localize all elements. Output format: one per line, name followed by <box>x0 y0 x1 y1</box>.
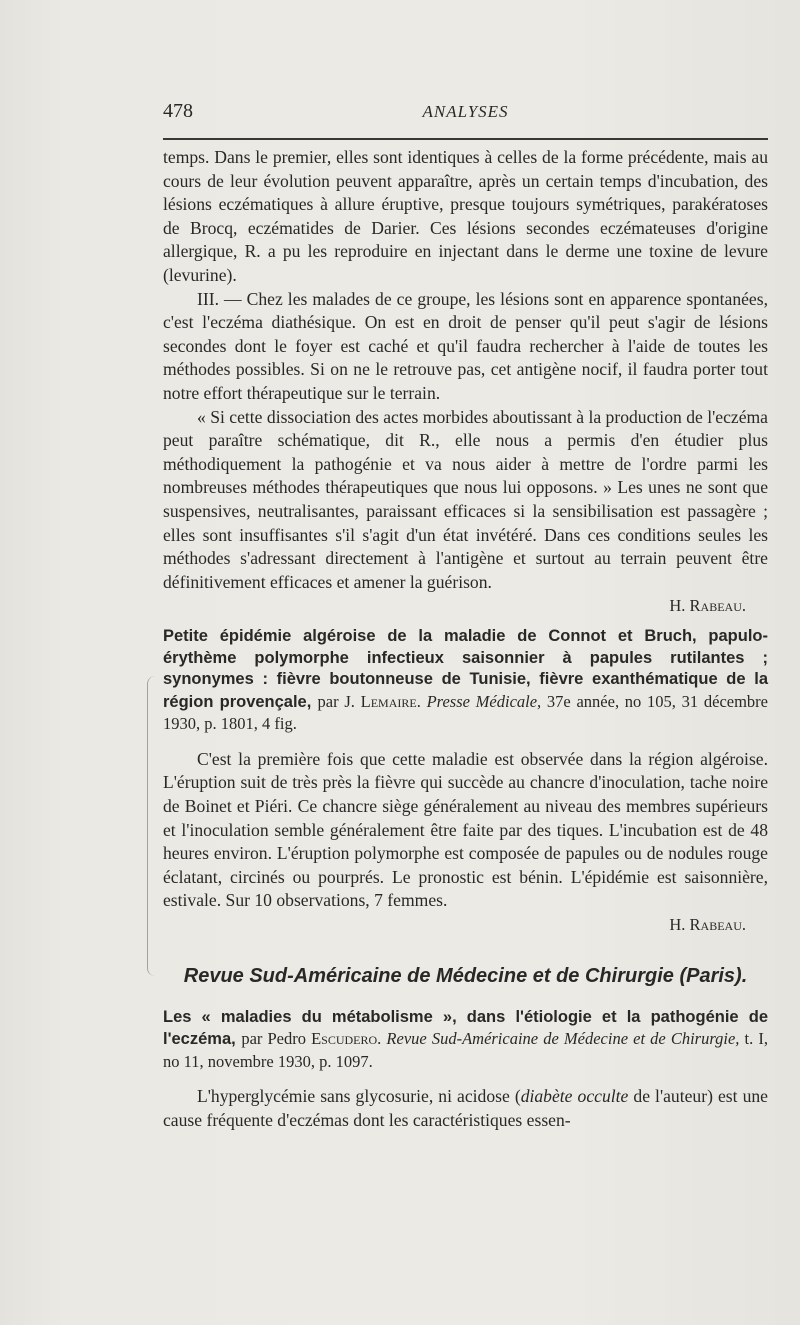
section-heading: Revue Sud-Américaine de Médecine et de Chirurgie (Paris). <box>183 964 748 987</box>
header-rule <box>163 138 768 140</box>
continuation-paragraph: III. — Chez les malades de ce groupe, les lésions sont en apparence spontanées, c'est l'eczéma diathésique. On est en droit de penser qu'il peut s'agir de lésions secondes dont le foyer est caché et qu'il faudra rechercher à l'aide de toutes les méthodes possibles. Si on ne le retrouve pas, cet antigène nocif, il faudra porter tout notre effort thérapeutique sur le terrain. <box>163 288 768 403</box>
page-body <box>163 146 768 1132</box>
margin-bracket-mark <box>147 676 156 976</box>
article-author: Lemaire. <box>360 691 421 711</box>
article-body: L'hyperglycémie sans glycosurie, ni acidose (diabète occulte de l'auteur) est une cause fréquente d'eczémas dont les caractéristiques essen- <box>163 1086 768 1130</box>
article-body: C'est la première fois que cette maladie est observée dans la région algéroise. L'éruption suit de très près la fièvre qui succède au chancre d'inoculation, tache noire de Boinet et Piéri. Ce chancre siège généralement au niveau des membres supérieurs et l'inoculation semble généralement être faite par des tiques. L'incubation est de 48 heures environ. L'éruption polymorphe est composée de papules ou de nodules rouge éclatant, circinés ou pourprés. Le pronostic est bénin. L'épidémie est saisonnière, estivale. Sur 10 observations, 7 femmes. <box>163 748 768 911</box>
article-author: Escudero. <box>311 1029 382 1049</box>
article-journal: Presse Médicale, <box>426 691 542 711</box>
signature: H. Rabeau. <box>669 914 746 934</box>
page-header <box>163 100 768 130</box>
signature: H. Rabeau. <box>669 596 746 616</box>
continuation-paragraph: temps. Dans le premier, elles sont identiques à celles de la forme précédente, mais au cours de leur évolution peuvent apparaître, après un certain temps d'incubation, des lésions eczématiques à allure éruptive, presque toujours symétriques, parakératoses de Brocq, eczématides de Darier. Ces lésions secondes eczémateuses d'origine allergique, R. a pu les reproduire en injectant dans le derme une toxine de levure (levurine). <box>163 147 768 285</box>
article-byline: par J. Lemaire. Presse Médicale, 37e année, no 105, 31 décembre 1930, p. 1801, 4 fig. <box>163 691 769 734</box>
article-journal: Revue Sud-Américaine de Médecine et de Chirurgie, <box>386 1029 740 1049</box>
article-citation: 37e année, no 105, 31 décembre 1930, p. 1801, 4 fig. <box>163 691 769 734</box>
page-number: 478 <box>163 100 193 122</box>
article-byline: par Pedro Escudero. Revue Sud-Américaine de Médecine et de Chirurgie, t. I, no 11, novembre 1930, p. 1097. <box>163 1029 768 1071</box>
running-title: ANALYSES <box>422 102 509 121</box>
article-title-text: Les « maladies du métabolisme », dans l'étiologie et la pathogénie de l'eczéma, <box>163 1007 768 1049</box>
article-title <box>163 1007 768 1074</box>
article-citation: t. I, no 11, novembre 1930, p. 1097. <box>163 1029 768 1071</box>
article-title-text: Petite épidémie algéroise de la maladie de Connot et Bruch, papulo-érythème polymorphe infectieux saisonnier à papules rutilantes ; synonymes : fièvre boutonneuse de Tunisie, fièvre exanthématique de la région provençale, <box>163 627 768 711</box>
article-title <box>163 626 768 736</box>
continuation-paragraph: « Si cette dissociation des actes morbides aboutissant à la production de l'eczéma peut paraître schématique, dit R., elle nous a permis d'en étudier plus méthodiquement la pathogénie et va nous aider à mettre de l'ordre parmi les nombreuses méthodes thérapeutiques que nous lui opposons. » Les unes ne sont que suspensives, neutralisantes, paraissant efficaces si la sensibilisation est passagère ; elles sont insuffisantes s'il s'agit d'un état invétéré. Dans ces conditions seules les méthodes s'adressant directement à l'antigène et surtout au terrain peuvent être définitivement efficaces et amener la guérison. <box>163 406 768 592</box>
